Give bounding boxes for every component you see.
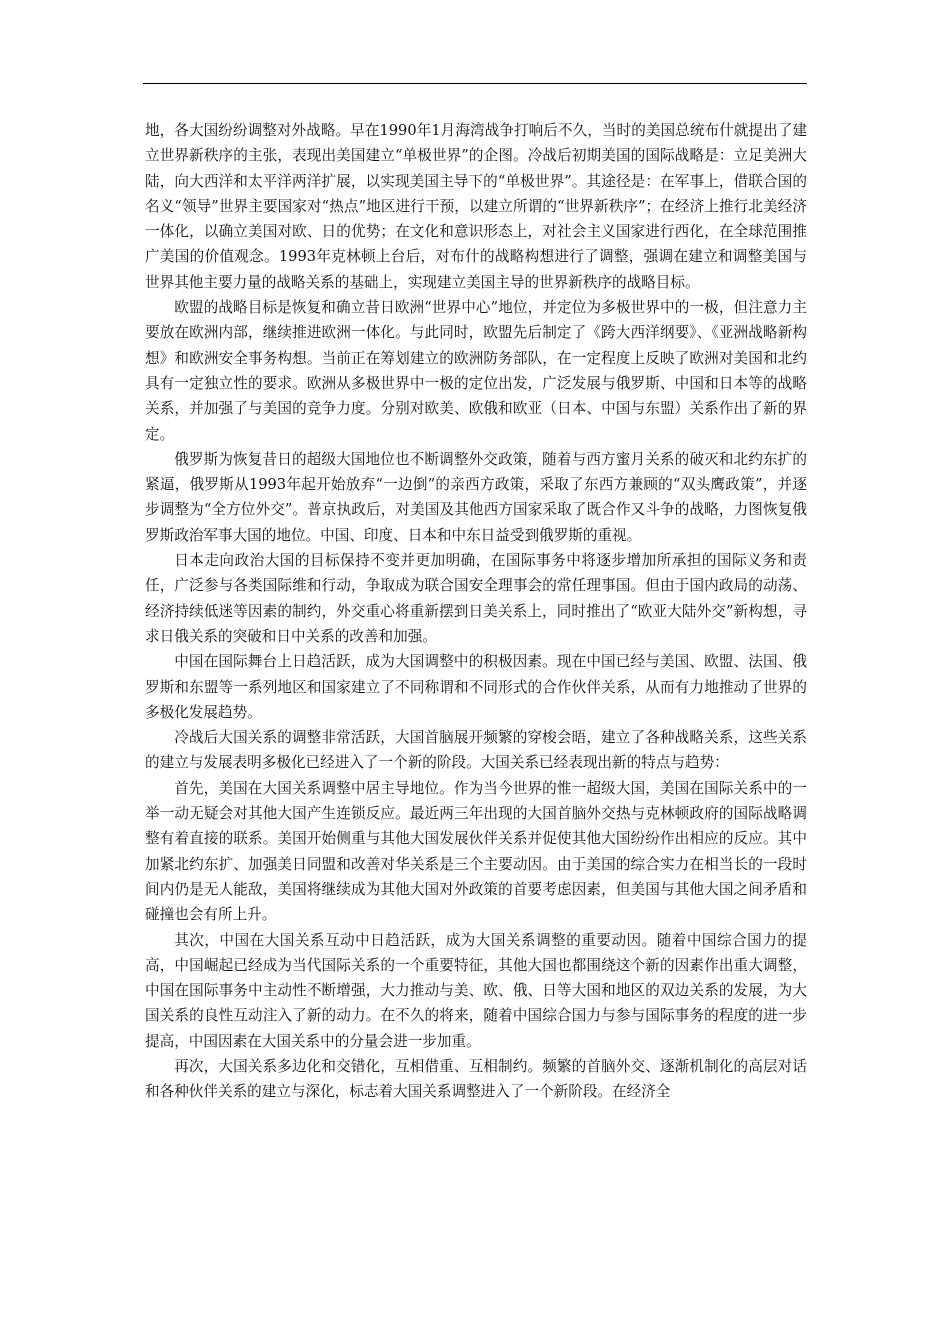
document-body	[145, 118, 807, 1105]
paragraph-first-point: 首先，美国在大国关系调整中居主导地位。作为当今世界的惟一超级大国，美国在国际关系中的一举一动无疑会对其他大国产生连锁反应。最近两三年出现的大国首脑外交热与克林顿政府的国际战略调整有着直接的联系。美国开始侧重与其他大国发展伙伴关系并促使其他大国纷纷作出相应的反应。其中加紧北约东扩、加强美日同盟和改善对华关系是三个主要动因。由于美国的综合实力在相当长的一段时间内仍是无人能敌，美国将继续成为其他大国对外政策的首要考虑因素，但美国与其他大国之间矛盾和碰撞也会有所上升。	[145, 779, 807, 924]
paragraph-eu-strategy: 欧盟的战略目标是恢复和确立昔日欧洲“世界中心”地位，并定位为多极世界中的一极，但注意力主要放在欧洲内部，继续推进欧洲一体化。与此同时，欧盟先后制定了《跨大西洋纲要》、《亚洲战略新构想》和欧洲安全事务构想。当前正在筹划建立的欧洲防务部队，在一定程度上反映了欧洲对美国和北约具有一定独立性的要求。欧洲从多极世界中一极的定位出发，广泛发展与俄罗斯、中国和日本等的战略关系，并加强了与美国的竞争力度。分别对欧美、欧俄和欧亚（日本、中国与东盟）关系作出了新的界定。	[145, 299, 807, 443]
paragraph-china-role: 中国在国际舞台上日趋活跃，成为大国调整中的积极因素。现在中国已经与美国、欧盟、法国、俄罗斯和东盟等一系列地区和国家建立了不同称谓和不同形式的合作伙伴关系，从而有力地推动了世界的多极化发展趋势。	[145, 653, 807, 721]
paragraph-third-point: 再次，大国关系多边化和交错化，互相借重、互相制约。频繁的首脑外交、逐渐机制化的高层对话和各种伙伴关系的建立与深化，标志着大国关系调整进入了一个新阶段。在经济全	[145, 1057, 807, 1101]
paragraph-russia-strategy: 俄罗斯为恢复昔日的超级大国地位也不断调整外交政策，随着与西方蜜月关系的破灭和北约东扩的紧逼，俄罗斯从1993年起开始放弃“一边倒”的亲西方政策，采取了东西方兼顾的“双头鹰政策”，并逐步调整为“全方位外交”。普京执政后，对美国及其他西方国家采取了既合作又斗争的战略，力图恢复俄罗斯政治军事大国的地位。中国、印度、日本和中东日益受到俄罗斯的重视。	[145, 450, 807, 544]
paragraph-major-power-relations: 冷战后大国关系的调整非常活跃，大国首脑展开频繁的穿梭会晤，建立了各种战略关系，这些关系的建立与发展表明多极化已经进入了一个新的阶段。大国关系已经表现出新的特点与趋势：	[145, 729, 807, 772]
paragraph-japan-strategy: 日本走向政治大国的目标保持不变并更加明确，在国际事务中将逐步增加所承担的国际义务和责任，广泛参与各类国际维和行动，争取成为联合国安全理事会的常任理事国。但由于国内政局的动荡、经济持续低迷等因素的制约，外交重心将重新摆到日美关系上，同时推出了“欧亚大陆外交”新构想，寻求日俄关系的突破和日中关系的改善和加强。	[145, 552, 807, 645]
header-rule	[143, 83, 807, 84]
paragraph-second-point: 其次，中国在大国关系互动中日趋活跃，成为大国关系调整的重要动因。随着中国综合国力的提高，中国崛起已经成为当代国际关系的一个重要特征，其他大国也都围绕这个新的因素作出重大调整，中国在国际事务中主动性不断增强，大力推动与美、欧、俄、日等大国和地区的双边关系的发展，为大国关系的良性互动注入了新的动力。在不久的将来，随着中国综合国力与参与国际事务的程度的进一步提高，中国因素在大国关系中的分量会进一步加重。	[145, 931, 807, 1050]
paragraph-us-strategy: 地，各大国纷纷调整对外战略。早在1990年1月海湾战争打响后不久，当时的美国总统布什就提出了建立世界新秩序的主张，表现出美国建立“单极世界”的企图。冷战后初期美国的国际战略是：立足美洲大陆，向大西洋和太平洋两洋扩展，以实现美国主导下的“单极世界”。其途径是：在军事上，借联合国的名义“领导”世界主要国家对“热点”地区进行干预，以建立所谓的“世界新秩序”；在经济上推行北美经济一体化，以确立美国对欧、日的优势；在文化和意识形态上，对社会主义国家进行西化，在全球范围推广美国的价值观念。1993年克林顿上台后，对布什的战略构想进行了调整，强调在建立和调整美国与世界其他主要力量的战略关系的基础上，实现建立美国主导的世界新秩序的战略目标。	[145, 122, 807, 291]
